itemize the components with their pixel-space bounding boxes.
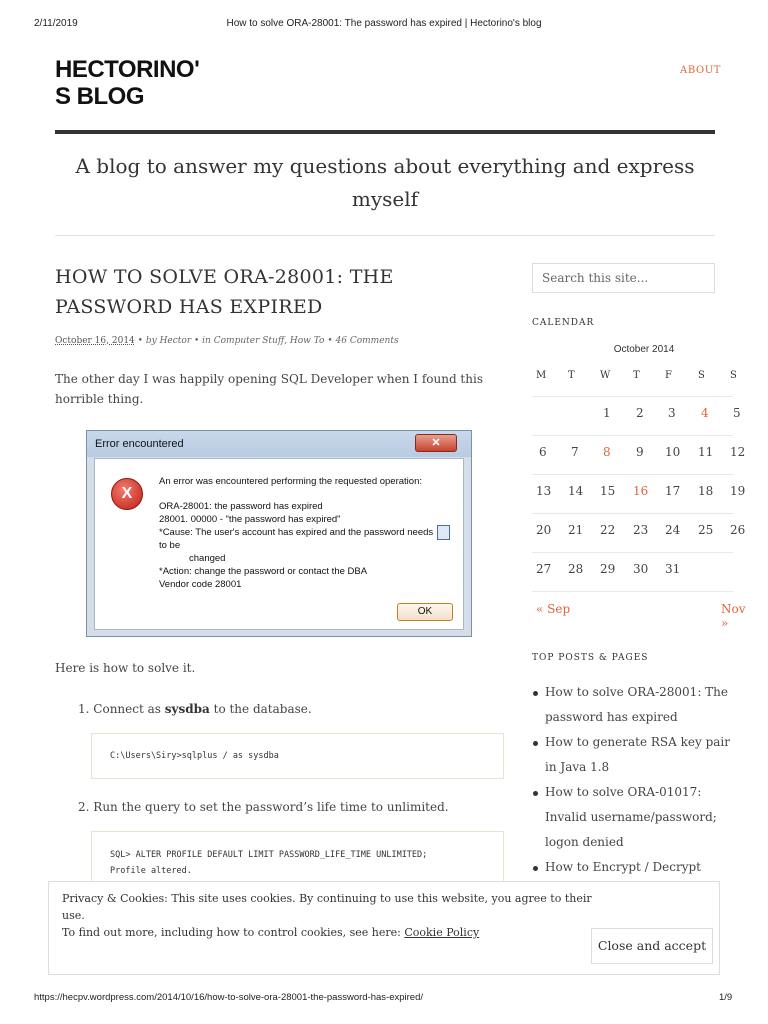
top-post-item[interactable]: How to Encrypt / Decrypt [532,855,732,880]
print-date: 2/11/2019 [34,18,78,29]
calendar-day-header: T [633,370,640,381]
site-title[interactable] [55,56,225,110]
cookie-text [62,890,602,941]
calendar-prev-month-link[interactable]: « Sep [536,602,571,616]
code-line: SQL> ALTER PROFILE DEFAULT LIMIT PASSWORD_LIFE_TIME UNLIMITED; [110,850,428,860]
calendar-day-header: M [536,370,547,381]
error-line: ORA-28001: the password has expired [159,501,323,512]
calendar-row-divider [532,474,733,475]
post-comments-link[interactable]: 46 Comments [335,336,399,346]
calendar-day: 12 [730,445,746,459]
calendar-day-link[interactable]: 8 [603,445,611,459]
step-number: 2. [78,800,90,814]
calendar-day: 29 [600,562,616,576]
top-post-item[interactable]: How to solve ORA-28001: The password has expired [532,680,732,730]
nav-about-link[interactable]: ABOUT [680,65,722,76]
post-intro: The other day I was happily opening SQL Developer when I found this horrible thing. [55,372,483,406]
calendar-day: 25 [698,523,714,537]
calendar-day: 5 [733,406,741,420]
calendar-next-month-link[interactable]: Nov » [721,602,746,630]
error-line: 28001. 00000 - "the password has expired" [159,514,341,525]
error-ok-button: OK [397,603,453,621]
calendar-day: 11 [698,445,714,459]
calendar-day-header: S [730,370,737,381]
code-line: Profile altered. [110,866,192,876]
calendar-day-header: T [568,370,575,381]
calendar-day: 7 [571,445,579,459]
calendar-day: 3 [668,406,676,420]
copy-icon [437,525,450,540]
print-header [0,18,768,32]
code-block-2 [91,831,504,881]
calendar-day: 6 [539,445,547,459]
error-dialog-screenshot [86,430,472,637]
calendar-day: 18 [698,484,714,498]
error-message [159,475,439,591]
error-intro-line: An error was encountered performing the requested operation: [159,476,422,487]
post-meta [55,336,515,346]
calendar-day: 30 [633,562,649,576]
step-2 [78,800,449,814]
error-line: changed [189,553,226,564]
print-title: How to solve ORA-28001: The password has expired | Hectorino's blog [226,18,542,29]
calendar-day: 28 [568,562,584,576]
calendar-day: 20 [536,523,552,537]
cookie-line [62,924,602,941]
step-text: Connect as [93,702,161,716]
step-number: 1. [78,702,90,716]
search-input[interactable]: Search this site... [532,263,715,293]
calendar-day: 9 [636,445,644,459]
calendar-day: 27 [536,562,552,576]
site-title-line2[interactable]: S BLOG [55,83,145,110]
cookie-policy-link[interactable]: Cookie Policy [404,926,480,939]
calendar-row-divider [532,591,733,592]
calendar-row-divider [532,513,733,514]
top-posts-list [532,680,732,874]
calendar-day-header: S [698,370,705,381]
error-x-icon: X [111,478,143,510]
top-post-item[interactable]: How to solve ORA-01017: Invalid username/password; logon denied [532,780,732,855]
error-dialog-title: Error encountered [95,438,184,450]
calendar-day: 13 [536,484,552,498]
post-title: HOW TO SOLVE ORA-28001: THE PASSWORD HAS EXPIRED [55,266,394,318]
meta-in: • in [194,336,211,346]
top-post-item[interactable]: How to generate RSA key pair in Java 1.8 [532,730,732,780]
calendar-day: 19 [730,484,746,498]
calendar-day: 24 [665,523,681,537]
cookie-line-text: To find out more, including how to control cookies, see here: [62,926,401,939]
error-line: Vendor code 28001 [159,579,242,590]
meta-by: • by [137,336,157,346]
calendar-day: 26 [730,523,746,537]
calendar-day: 31 [665,562,681,576]
error-line: *Cause: The user's account has expired and the password needs to be [159,527,434,551]
post-date-link[interactable]: October 16, 2014 [55,336,135,346]
post-how-to: Here is how to solve it. [55,661,196,675]
calendar-row-divider [532,396,733,397]
post-categories-link[interactable]: Computer Stuff, How To [213,336,325,346]
post-author-link[interactable]: Hector [159,336,192,346]
calendar-row-divider [532,435,733,436]
calendar-day: 17 [665,484,681,498]
error-dialog-titlebar [87,431,471,457]
calendar-day-link[interactable]: 16 [633,484,649,498]
meta-sep: • [327,336,333,346]
calendar-day: 1 [603,406,611,420]
calendar-day-header: F [665,370,672,381]
print-page-number: 1/9 [719,992,733,1003]
calendar-day: 23 [633,523,649,537]
calendar-widget-title: CALENDAR [532,318,595,328]
calendar-row-divider [532,552,733,553]
cookie-banner [48,881,720,975]
calendar-day: 22 [600,523,616,537]
calendar-table [532,362,746,634]
print-url: https://hecpv.wordpress.com/2014/10/16/how-to-solve-ora-28001-the-password-has-expired/ [34,992,423,1003]
close-icon: ✕ [415,434,457,452]
code-block-1 [91,733,504,779]
header-divider [55,130,715,134]
top-posts-widget-title: TOP POSTS & PAGES [532,653,649,663]
step-1 [78,702,312,716]
calendar-day-header: W [600,370,611,381]
calendar-day: 14 [568,484,584,498]
tagline-divider [55,235,715,236]
calendar-day-link[interactable]: 4 [701,406,709,420]
step-text: to the database. [213,702,312,716]
calendar-day: 2 [636,406,644,420]
cookie-line: Privacy & Cookies: This site uses cookies. By continuing to use this website, you agree to their use. [62,892,592,922]
calendar-day: 21 [568,523,584,537]
calendar-day: 10 [665,445,681,459]
calendar-day: 15 [600,484,616,498]
calendar-caption: October 2014 [613,344,675,355]
step-text: Run the query to set the password’s life time to unlimited. [93,800,449,814]
code-line: C:\Users\Siry>sqlplus / as sysdba [110,751,279,761]
error-dialog-body [94,458,464,630]
site-title-line1[interactable]: HECTORINO' [55,56,200,83]
site-tagline: A blog to answer my questions about everything and express myself [75,154,695,211]
step-bold: sysdba [164,702,210,716]
close-and-accept-button[interactable]: Close and accept [591,928,713,964]
error-line: *Action: change the password or contact the DBA [159,566,368,577]
